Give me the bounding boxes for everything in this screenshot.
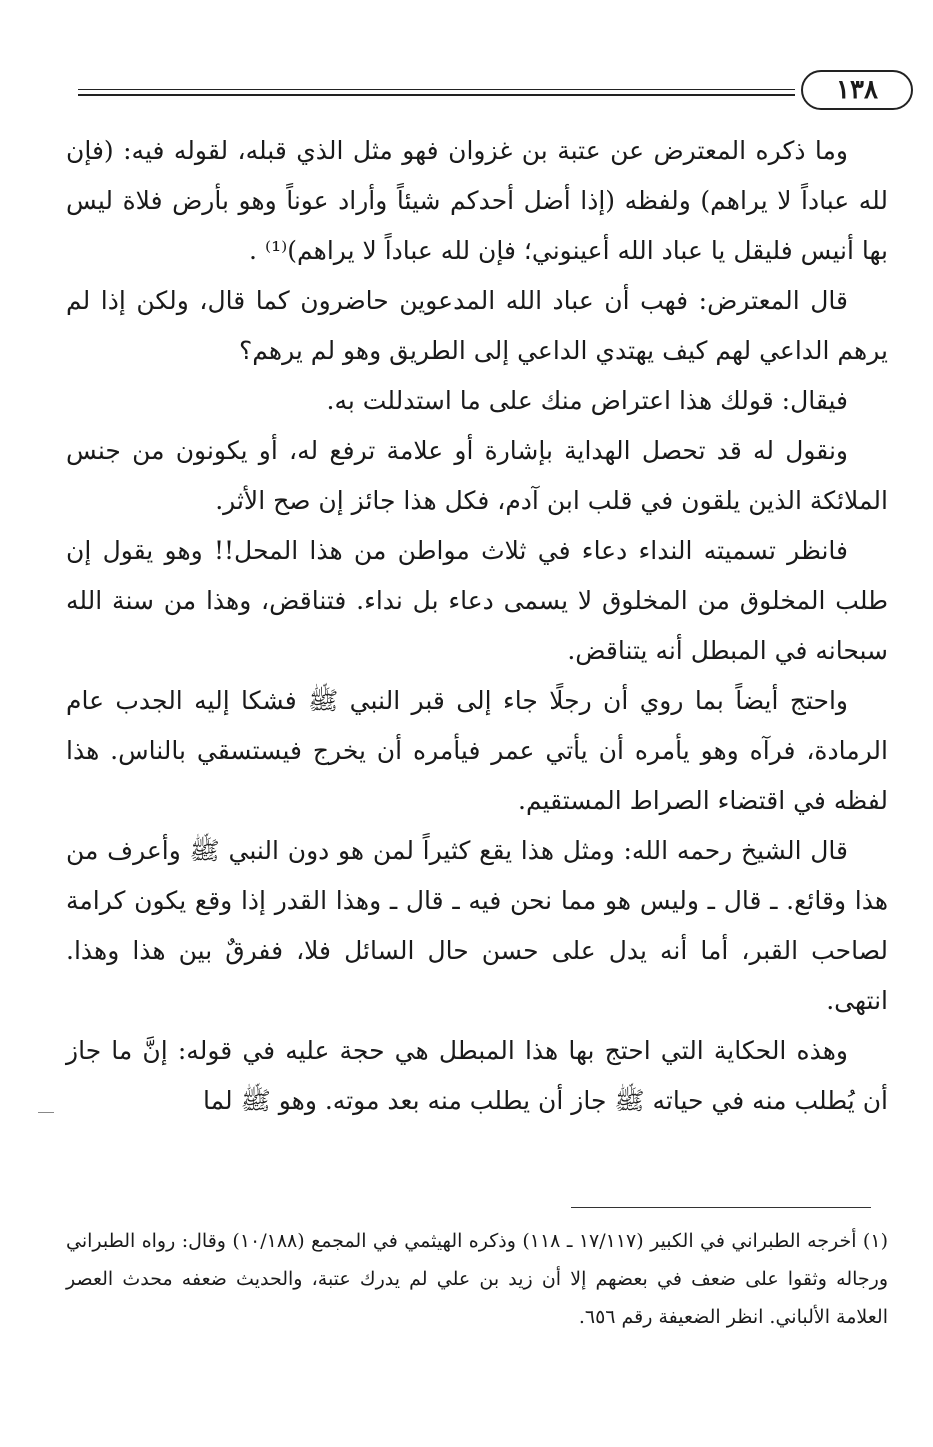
paragraph-6: واحتج أيضاً بما روي أن رجلًا جاء إلى قبر النبي ﷺ فشكا إليه الجدب عام الرمادة، فرآه وهو يأمره أن يأتي عمر فيأمره أن يخرج فيستسقي بالناس. هذا لفظه في اقتضاء الصراط المستقيم. bbox=[66, 686, 888, 815]
paragraph-5: فانظر تسميته النداء دعاء في ثلاث مواطن من هذا المحل!! وهو يقول إن طلب المخلوق من المخلوق لا يسمى دعاء بل نداء. فتناقض، وهذا من سنة الله سبحانه في المبطل أنه يتناقض. bbox=[66, 536, 888, 665]
page-number: ١٣٨ bbox=[801, 70, 913, 110]
header-rule-thin bbox=[78, 89, 795, 90]
paragraph-3: فيقال: قولك هذا اعتراض منك على ما استدللت به. bbox=[326, 386, 848, 415]
paragraph-8: وهذه الحكاية التي احتج بها هذا المبطل هي حجة عليه في قوله: إنَّ ما جاز أن يُطلب منه في حياته ﷺ جاز أن يطلب منه بعد موته. وهو ﷺ لما bbox=[66, 1036, 888, 1115]
header-rule-thick bbox=[78, 94, 795, 96]
main-text bbox=[66, 126, 888, 1126]
paragraph-4: ونقول له قد تحصل الهداية بإشارة أو علامة ترفع له، أو يكونون من جنس الملائكة الذين يلقون في قلب ابن آدم، فكل هذا جائز إن صح الأثر. bbox=[66, 436, 888, 515]
footnote-1: (١) أخرجه الطبراني في الكبير (١٧/١١٧ ـ ١١٨) وذكره الهيثمي في المجمع (١٠/١٨٨) وقال: رواه الطبراني ورجاله وثقوا على ضعف في بعضهم إلا أن زيد بن علي لم يدرك عتبة، والحديث ضعفه محدث العصر العلامة الألباني. انظر الضعيفة رقم ٦٥٦. bbox=[66, 1230, 888, 1328]
margin-mark bbox=[38, 1112, 54, 1113]
footnotes bbox=[66, 1222, 888, 1336]
paragraph-7: قال الشيخ رحمه الله: ومثل هذا يقع كثيراً لمن هو دون النبي ﷺ وأعرف من هذا وقائع. ـ قال ـ وليس هو مما نحن فيه ـ قال ـ وهذا القدر إذا وقع يكون كرامة لصاحب القبر، أما أنه يدل على حسن حال السائل فلا، ففرقٌ بين هذا وهذا. انتهى. bbox=[66, 836, 888, 1015]
page-header bbox=[78, 70, 913, 114]
paragraph-2: قال المعترض: فهب أن عباد الله المدعوين حاضرون كما قال، ولكن إذا لم يرهم الداعي لهم كيف يهتدي الداعي إلى الطريق وهو لم يرهم؟ bbox=[66, 286, 888, 365]
paragraph-1: وما ذكره المعترض عن عتبة بن غزوان فهو مثل الذي قبله، لقوله فيه: (فإن لله عباداً لا يراهم) ولفظه (إذا أضل أحدكم شيئاً وأراد عوناً وهو بأرض فلاة ليس بها أنيس فليقل يا عباد الله أعينوني؛ فإن لله عباداً لا يراهم)⁽¹⁾ . bbox=[66, 136, 888, 265]
footnote-separator bbox=[571, 1207, 871, 1208]
